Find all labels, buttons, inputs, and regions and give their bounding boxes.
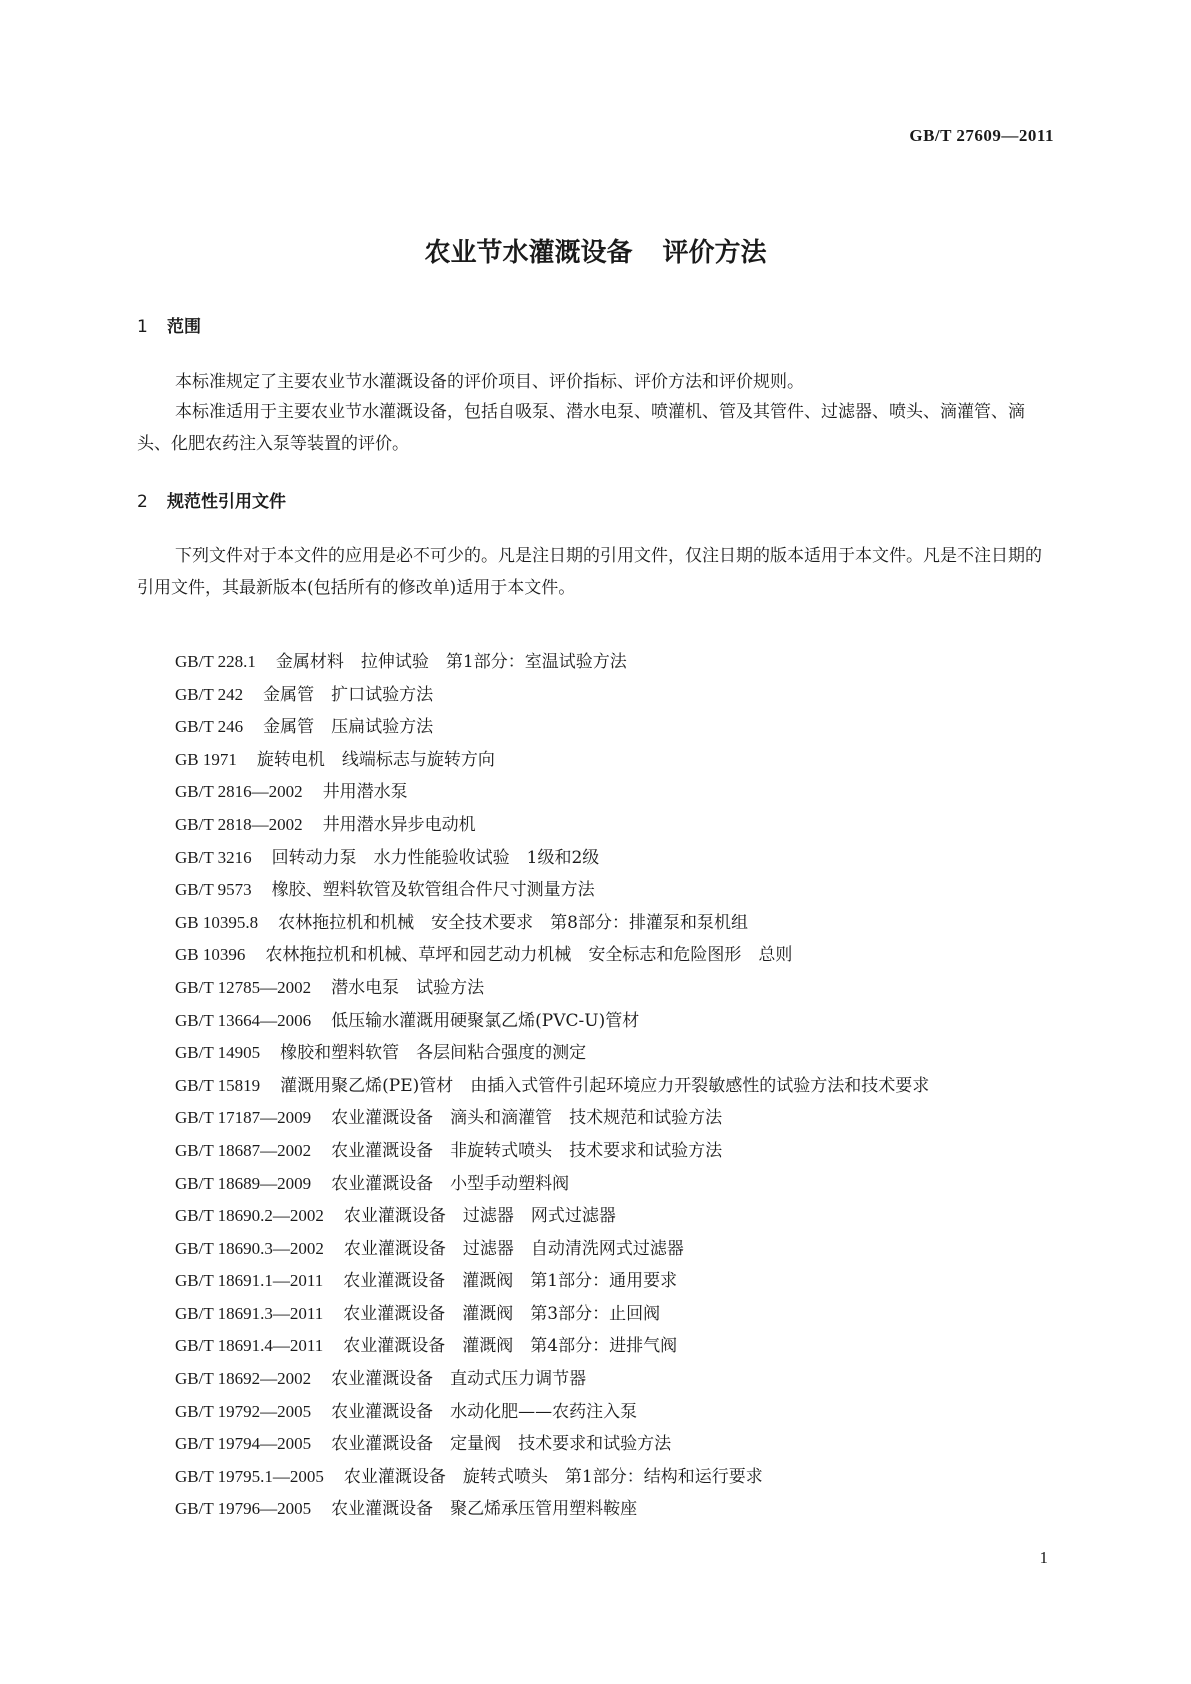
reference-code: GB/T 19794—2005 xyxy=(175,1434,312,1454)
reference-title: 农业灌溉设备 聚乙烯承压管用塑料鞍座 xyxy=(331,1499,638,1520)
reference-title: 农业灌溉设备 滴头和滴灌管 技术规范和试验方法 xyxy=(331,1108,723,1129)
scope-paragraph-2 xyxy=(137,396,1057,460)
reference-code: GB 10396 xyxy=(175,945,246,965)
reference-item xyxy=(175,1265,1059,1298)
document-title-part2: 评价方法 xyxy=(662,238,767,268)
reference-code: GB/T 2816—2002 xyxy=(175,782,303,802)
reference-item xyxy=(175,1102,1059,1135)
page-number: 1 xyxy=(1039,1548,1048,1567)
reference-title: 农业灌溉设备 灌溉阀 第1部分：通用要求 xyxy=(343,1271,678,1292)
reference-item xyxy=(175,1037,1059,1070)
section-title: 范围 xyxy=(167,317,201,337)
reference-item xyxy=(175,809,1059,842)
scope-text-2: 本标准适用于主要农业节水灌溉设备，包括自吸泵、潜水电泵、喷灌机、管及其管件、过滤器、喷头、滴灌管、滴头、化肥农药注入泵等装置的评价。 xyxy=(137,402,1025,454)
reference-item xyxy=(175,1168,1059,1201)
reference-item xyxy=(175,1428,1059,1461)
reference-code: GB/T 15819 xyxy=(175,1075,261,1095)
reference-code: GB/T 19792—2005 xyxy=(175,1401,312,1421)
reference-item xyxy=(175,1493,1059,1526)
reference-title: 农业灌溉设备 非旋转式喷头 技术要求和试验方法 xyxy=(331,1140,723,1161)
reference-title: 农业灌溉设备 过滤器 自动清洗网式过滤器 xyxy=(343,1238,684,1259)
reference-title: 农业灌溉设备 旋转式喷头 第1部分：结构和运行要求 xyxy=(343,1466,763,1487)
document-title xyxy=(0,232,1191,269)
reference-title: 农业灌溉设备 过滤器 网式过滤器 xyxy=(343,1206,616,1227)
reference-title: 农业灌溉设备 定量阀 技术要求和试验方法 xyxy=(331,1434,672,1455)
reference-item xyxy=(175,1461,1059,1494)
section-number: 1 xyxy=(137,317,148,337)
reference-code: GB/T 18689—2009 xyxy=(175,1173,312,1193)
reference-list xyxy=(175,646,1059,1526)
reference-code: GB/T 9573 xyxy=(175,880,252,900)
section-heading-normative-references xyxy=(137,487,286,512)
reference-item xyxy=(175,711,1059,744)
reference-title: 农业灌溉设备 灌溉阀 第3部分：止回阀 xyxy=(343,1303,661,1324)
reference-code: GB/T 19795.1—2005 xyxy=(175,1466,324,1486)
reference-code: GB/T 14905 xyxy=(175,1043,261,1063)
reference-code: GB/T 18692—2002 xyxy=(175,1369,312,1389)
reference-item xyxy=(175,646,1059,679)
reference-item xyxy=(137,1070,1059,1103)
normative-intro-text: 下列文件对于本文件的应用是必不可少的。凡是注日期的引用文件，仅注日期的版本适用于本文件。凡是不注日期的引用文件，其最新版本(包括所有的修改单)适用于本文件。 xyxy=(137,546,1042,598)
reference-item xyxy=(175,1005,1059,1038)
section-number: 2 xyxy=(137,492,148,512)
reference-code: GB/T 18691.3—2011 xyxy=(175,1303,324,1323)
reference-code: GB/T 18690.2—2002 xyxy=(175,1206,324,1226)
reference-code: GB/T 13664—2006 xyxy=(175,1010,312,1030)
scope-text-1: 本标准规定了主要农业节水灌溉设备的评价项目、评价指标、评价方法和评价规则。 xyxy=(175,372,804,392)
reference-code: GB/T 2818—2002 xyxy=(175,814,303,834)
reference-code: GB/T 228.1 xyxy=(175,652,256,671)
reference-title: 橡胶和塑料软管 各层间粘合强度的测定 xyxy=(280,1043,587,1064)
standard-number: GB/T 27609—2011 xyxy=(909,126,1054,145)
reference-item xyxy=(175,842,1059,875)
reference-title: 低压输水灌溉用硬聚氯乙烯(PVC-U)管材 xyxy=(331,1010,640,1031)
reference-title: 农业灌溉设备 灌溉阀 第4部分：进排气阀 xyxy=(343,1336,678,1357)
reference-title: 回转动力泵 水力性能验收试验 1级和2级 xyxy=(271,847,600,868)
reference-item xyxy=(175,907,1059,940)
reference-item xyxy=(175,1200,1059,1233)
reference-item xyxy=(175,1135,1059,1168)
reference-item xyxy=(175,1396,1059,1429)
document-title-part1: 农业节水灌溉设备 xyxy=(424,238,633,268)
reference-item xyxy=(175,679,1059,712)
reference-title: 井用潜水异步电动机 xyxy=(322,814,476,835)
reference-item xyxy=(175,1298,1059,1331)
reference-item xyxy=(175,874,1059,907)
reference-item xyxy=(175,1363,1059,1396)
reference-code: GB/T 242 xyxy=(175,684,244,704)
reference-title: 农林拖拉机和机械 安全技术要求 第8部分：排灌泵和泵机组 xyxy=(278,912,748,933)
reference-code: GB/T 19796—2005 xyxy=(175,1499,312,1519)
reference-title: 金属管 扩口试验方法 xyxy=(263,684,434,705)
reference-title: 金属管 压扁试验方法 xyxy=(263,717,434,738)
reference-code: GB/T 18687—2002 xyxy=(175,1140,312,1160)
reference-code: GB 10395.8 xyxy=(175,912,259,932)
reference-title: 农林拖拉机和机械、草坪和园艺动力机械 安全标志和危险图形 总则 xyxy=(265,945,793,966)
reference-title: 农业灌溉设备 直动式压力调节器 xyxy=(331,1369,587,1390)
reference-item xyxy=(175,1233,1059,1266)
reference-code: GB/T 12785—2002 xyxy=(175,977,312,997)
reference-item xyxy=(175,972,1059,1005)
section-title: 规范性引用文件 xyxy=(167,492,286,512)
reference-title: 旋转电机 线端标志与旋转方向 xyxy=(256,749,495,770)
reference-item xyxy=(175,939,1059,972)
reference-item xyxy=(175,744,1059,777)
reference-title: 灌溉用聚乙烯(PE)管材 由插入式管件引起环境应力开裂敏感性的试验方法和技术要求 xyxy=(280,1075,930,1096)
reference-code: GB 1971 xyxy=(175,749,237,769)
section-heading-scope xyxy=(137,312,201,337)
reference-code: GB/T 18691.1—2011 xyxy=(175,1271,324,1291)
reference-code: GB/T 18691.4—2011 xyxy=(175,1336,324,1356)
reference-title: 农业灌溉设备 水动化肥——农药注入泵 xyxy=(331,1401,638,1422)
reference-title: 井用潜水泵 xyxy=(322,782,408,803)
reference-title: 橡胶、塑料软管及软管组合件尺寸测量方法 xyxy=(271,880,595,901)
reference-title: 农业灌溉设备 小型手动塑料阀 xyxy=(331,1173,570,1194)
normative-intro-paragraph xyxy=(137,540,1057,604)
reference-item xyxy=(175,776,1059,809)
reference-code: GB/T 3216 xyxy=(175,847,252,867)
reference-title: 金属材料 拉伸试验 第1部分：室温试验方法 xyxy=(275,652,627,672)
scope-paragraph-1 xyxy=(137,366,1057,398)
reference-code: GB/T 17187—2009 xyxy=(175,1108,312,1128)
reference-code: GB/T 18690.3—2002 xyxy=(175,1238,324,1258)
reference-item xyxy=(175,1330,1059,1363)
reference-title: 潜水电泵 试验方法 xyxy=(331,977,485,998)
reference-code: GB/T 246 xyxy=(175,717,244,737)
